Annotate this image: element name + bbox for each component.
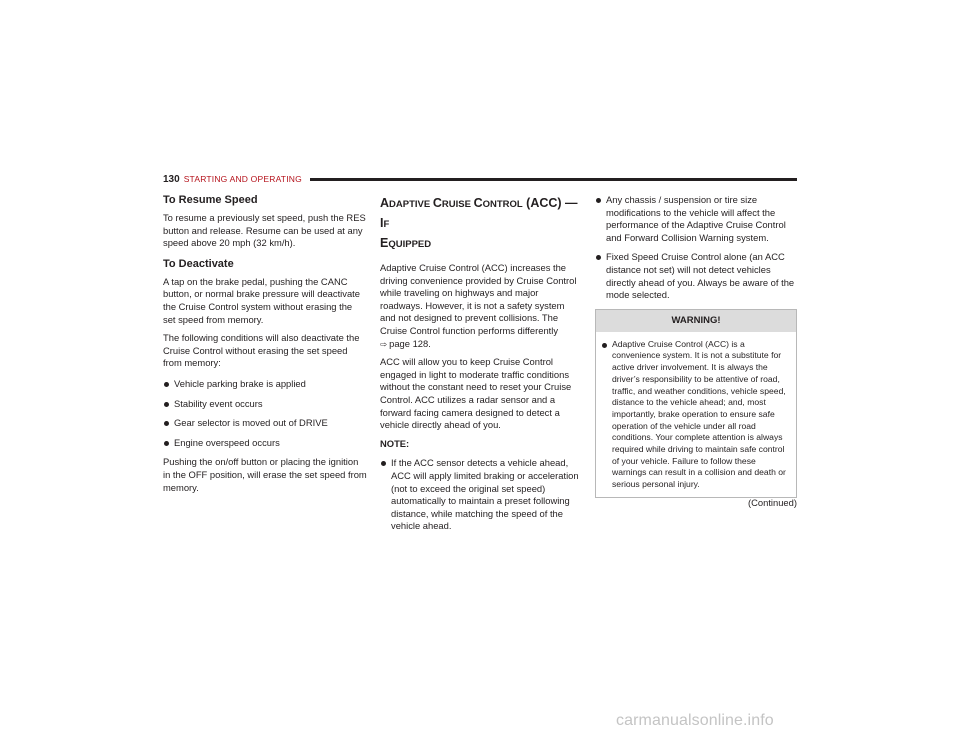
note-list — [380, 457, 580, 533]
acc-heading-part: F — [383, 219, 390, 230]
acc-notes-list — [595, 194, 797, 302]
header-rule — [310, 178, 797, 181]
column-left — [163, 194, 367, 500]
acc-heading-part: E — [380, 236, 389, 250]
acc-heading-part: RUISE — [441, 199, 474, 210]
warning-box — [595, 309, 797, 498]
acc-heading — [380, 194, 580, 254]
deactivate-heading: To Deactivate — [163, 257, 234, 270]
column-middle — [380, 194, 580, 540]
list-item: If the ACC sensor detects a vehicle ahead, ACC will apply limited braking or acceleration (not to exceed the original set speed) automatically to maintain a preset following distance, while matching the speed of the vehicle ahead. — [380, 457, 580, 533]
page-header — [163, 172, 797, 186]
acc-heading-part: QUIPPED — [388, 239, 432, 250]
resume-speed-text: To resume a previously set speed, push the RES button and release. Resume can be used at any speed above 20 mph (32 km/h). — [163, 212, 366, 249]
list-item: Any chassis / suspension or tire size modifications to the vehicle will affect the performance of the Adaptive Cruise Control and Forward Collision Warning system. — [595, 194, 797, 244]
column-right — [595, 194, 797, 498]
acc-intro-text — [380, 262, 580, 350]
acc-heading-part: A — [380, 196, 390, 210]
acc-intro-body: Adaptive Cruise Control (ACC) increases the driving convenience provided by Cruise Control while traveling on highways and major roadways. However, it is not a safety system and not designed to prevent collisions. The Cruise Control function performs differently — [380, 262, 577, 336]
section-title: STARTING AND OPERATING — [183, 174, 302, 184]
list-item: Vehicle parking brake is applied — [163, 378, 367, 391]
list-item: Engine overspeed occurs — [163, 437, 367, 450]
warning-body — [596, 332, 796, 497]
acc-heading-part: C — [473, 196, 483, 210]
resume-speed-heading: To Resume Speed — [163, 194, 258, 206]
warning-list — [601, 339, 792, 491]
deactivate-text: A tap on the brake pedal, pushing the CANC button, or normal brake pressure will deactivate the Cruise Control system without erasing the set speed from memory. — [163, 275, 360, 325]
page-ref-link[interactable]: page 128. — [389, 337, 431, 349]
note-label: NOTE: — [380, 437, 410, 449]
watermark: carmanualsonline.info — [616, 712, 774, 729]
warning-title: WARNING! — [596, 310, 796, 332]
list-item: Fixed Speed Cruise Control alone (an ACC distance not set) will not detect vehicles directly ahead of you. Always be aware of the mode selected. — [595, 251, 797, 301]
page-number: 130 — [163, 173, 180, 185]
page-ref-arrow-icon: ⇨ — [380, 338, 388, 349]
deactivate-conditions-list — [163, 378, 367, 449]
acc-heading-part: DAPTIVE — [389, 199, 433, 210]
acc-heading-part: ONTROL — [482, 199, 523, 210]
list-item: Stability event occurs — [163, 398, 367, 411]
continued-label: (Continued) — [748, 497, 797, 508]
list-item: Gear selector is moved out of DRIVE — [163, 417, 367, 430]
acc-heading-part: (ACC) — I — [380, 196, 578, 230]
deactivate-conditions-intro: The following conditions will also deactivate the Cruise Control without erasing the set speed from memory: — [163, 332, 360, 369]
list-item: Adaptive Cruise Control (ACC) is a convenience system. It is not a substitute for active driver involvement. It is always the driver’s responsibility to be attentive of road, traffic, and weather conditions, vehicle speed, distance to the vehicle ahead; and, most importantly, brake operation to ensure safe operation of the vehicle under all road conditions. Your complete attention is always required while driving to maintain safe control of your vehicle. Failure to follow these warnings can result in a collision and death or serious personal injury. — [601, 339, 792, 491]
acc-detail-text: ACC will allow you to keep Cruise Control engaged in light to moderate traffic conditions without the constant need to reset your Cruise Control. ACC utilizes a radar sensor and a forward facing camera designed to detect a vehicle directly ahead of you. — [380, 356, 572, 431]
erase-memory-text: Pushing the on/off button or placing the ignition in the OFF position, will erase the set speed from memory. — [163, 456, 367, 493]
acc-heading-part: C — [432, 196, 442, 210]
